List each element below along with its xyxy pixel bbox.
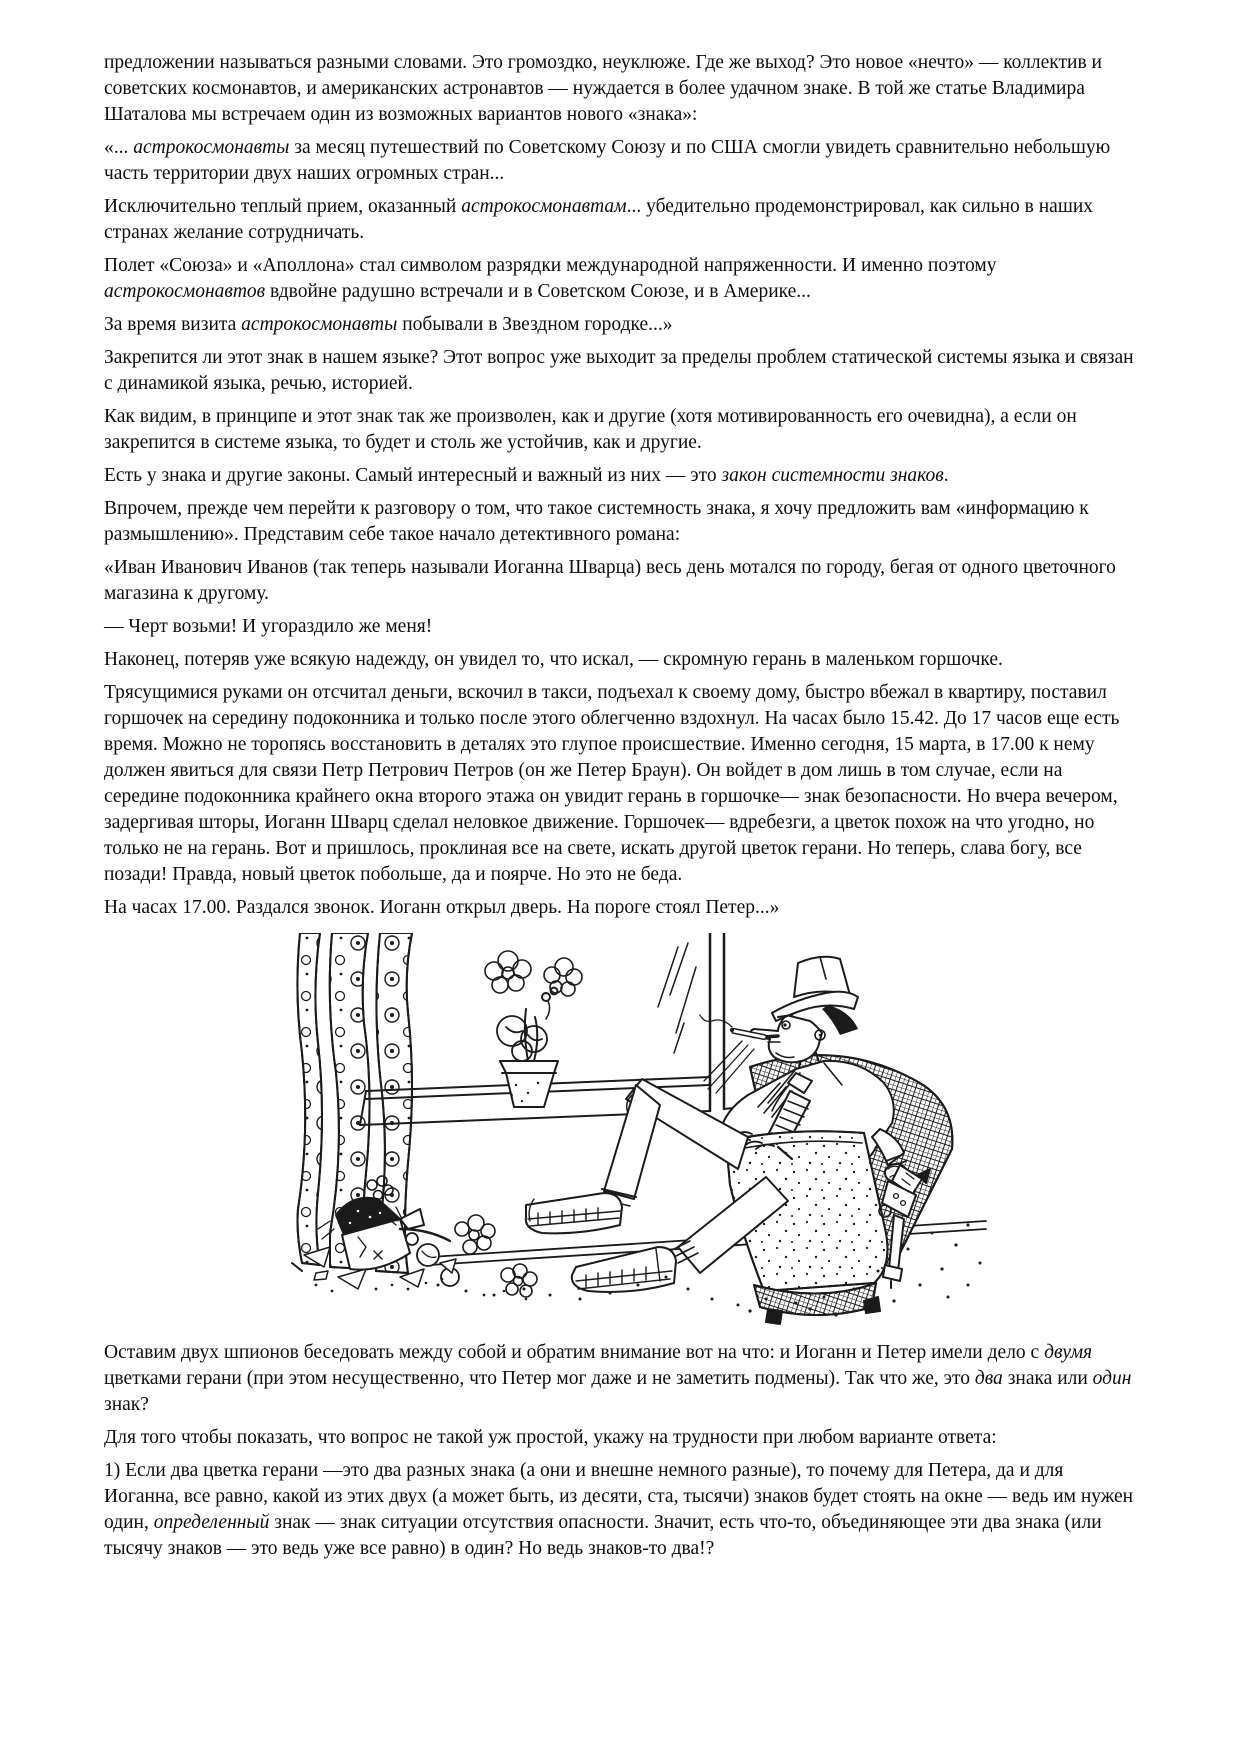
paragraph (104, 463, 1141, 489)
paragraph (104, 614, 1141, 640)
paragraph (104, 345, 1141, 397)
paragraph (104, 647, 1141, 673)
text-run: цветками герани (при этом несущественно, что Петер мог даже и не заметить подмены). Так что же, это (104, 1368, 975, 1389)
text-run: На часах 17.00. Раздался звонок. Иоганн открыл дверь. На пороге стоял Петер...» (104, 897, 780, 918)
italic-run: астрокосмонавтов (104, 281, 266, 302)
text-block-top (104, 50, 1141, 921)
text-run: Для того чтобы показать, что вопрос не такой уж простой, укажу на трудности при любом варианте ответа: (104, 1427, 997, 1448)
paragraph (104, 1340, 1141, 1418)
text-run: Закрепится ли этот знак в нашем языке? Этот вопрос уже выходит за пределы проблем статической системы языка и связан с динамикой языка, речью, историей. (104, 347, 1134, 394)
text-block-bottom (104, 1340, 1141, 1562)
smoke (700, 1015, 754, 1093)
text-run: Как видим, в принципе и этот знак так же произволен, как и другие (хотя мотивированность его очевидна), а если он закрепится в системе языка, то будет и столь же устойчив, как и другие. (104, 406, 1077, 453)
italic-run: астрокосмонавты (241, 314, 398, 335)
text-run: вдвойне радушно встречали и в Советском Союзе, и в Америке... (265, 281, 811, 302)
paragraph (104, 555, 1141, 607)
paragraph (104, 404, 1141, 456)
text-run: побывали в Звездном городке...» (397, 314, 673, 335)
window-reflection-lines (658, 943, 696, 1053)
paragraph (104, 135, 1141, 187)
paragraph (104, 253, 1141, 305)
text-run: . (943, 465, 949, 486)
text-run: Исключительно теплый прием, оказанный (104, 196, 462, 217)
text-run: Наконец, потеряв уже всякую надежду, он увидел то, что искал, — скромную герань в маленьком горшочке. (104, 649, 1003, 670)
paragraph (104, 1425, 1141, 1451)
text-run: Впрочем, прежде чем перейти к разговору о том, что такое системность знака, я хочу предложить вам «информацию к размышлению». Представим себе такое начало детективного романа: (104, 498, 1089, 545)
text-run: Есть у знака и другие законы. Самый интересный и важный из них — это (104, 465, 722, 486)
text-run: «... (104, 137, 134, 158)
italic-run: один (1092, 1368, 1132, 1389)
text-run: 1) Если два цветка герани —это два разных знака (а они и внешне немного разные), то почему для Петера, да и для Иоганна, все равно, какой из этих двух (а может быть, из десяти, ста, тысячи) знаков будет стоять на окне — ведь им нужен один, (104, 1460, 1134, 1533)
geranium-blossoms (485, 951, 582, 996)
italic-run: два (974, 1368, 1003, 1389)
text-run: за месяц путешествий по Советскому Союзу и по США смогли увидеть сравнительно небольшую часть территории двух наших огромных стран... (104, 137, 1111, 184)
geranium-leaves (497, 1016, 547, 1061)
italic-run: закон системности знаков (721, 465, 944, 486)
paragraph (104, 312, 1141, 338)
text-run: знак — знак ситуации отсутствия опасности. Значит, есть что-то, объединяющее эти два знака (или тысячу знаков — это ведь уже все равно) в один? Но ведь знаков-то два!? (104, 1512, 1102, 1559)
text-run: «Иван Иванович Иванов (так теперь называли Иоганна Шварца) весь день мотался по городу, бегая от одного цветочного магазина к другому. (104, 557, 1116, 604)
armchair-base (754, 1283, 880, 1324)
paragraph (104, 496, 1141, 548)
text-run: — Черт возьми! И угораздило же меня! (104, 616, 433, 637)
text-run: Трясущимися руками он отсчитал деньги, вскочил в такси, подъехал к своему дому, быстро вбежал в квартиру, поставил горшочек на середину подоконника и только после этого облегченно вздохнул. На часах было 15.42. До 17 часов еще есть время. Можно не торопясь восстановить в деталях это глупое происшествие. Именно сегодня, 15 марта, в 17.00 к нему должен явиться для связи Петр Петрович Петров (он же Петер Браун). Он войдет в дом лишь в том случае, если на середине подоконника крайнего окна второго этажа он увидит герань в горшочке— знак безопасности. Но вчера вечером, задергивая шторы, Иоганн Шварц сделал неловкое движение. Горшочек— вдребезги, а цветок похож на что угодно, но только не на герань. Вот и пришлось, проклиная все на свете, искать другой цветок герани. Но теперь, слава богу, все позади! Правда, новый цветок побольше, да и поярче. Но это не беда. (104, 682, 1120, 885)
paragraph (104, 50, 1141, 128)
italic-run: астрокосмонавтам (461, 196, 627, 217)
text-run: знак? (104, 1394, 149, 1415)
italic-run: определенный (153, 1512, 270, 1533)
text-run: Оставим двух шпионов беседовать между собой и обратим внимание вот на что: и Иоганн и Петер имели дело с (104, 1342, 1045, 1363)
text-run: предложении называться разными словами. Это громоздко, неуклюже. Где же выход? Это новое «нечто» — коллектив и советских космонавтов, и американских астронавтов — нуждается в более удачном знаке. В той же статье Владимира Шаталова мы встречаем один из возможных вариантов нового «знака»: (104, 52, 1102, 125)
spy-cartoon-illustration (280, 933, 1141, 1328)
paragraph (104, 895, 1141, 921)
paragraph (104, 194, 1141, 246)
paragraph (104, 1458, 1141, 1562)
text-run: знака или (1002, 1368, 1093, 1389)
text-run: ... убедительно продемонстрировал, как сильно в наших странах желание сотрудничать. (104, 196, 1094, 243)
text-run: За время визита (104, 314, 242, 335)
text-run: Полет «Союза» и «Аполлона» стал символом разрядки международной напряженности. И именно поэтому (104, 255, 997, 276)
italic-run: астрокосмонавты (133, 137, 290, 158)
italic-run: двумя (1044, 1342, 1093, 1363)
paragraph (104, 680, 1141, 888)
fedora-hat (772, 957, 858, 1021)
